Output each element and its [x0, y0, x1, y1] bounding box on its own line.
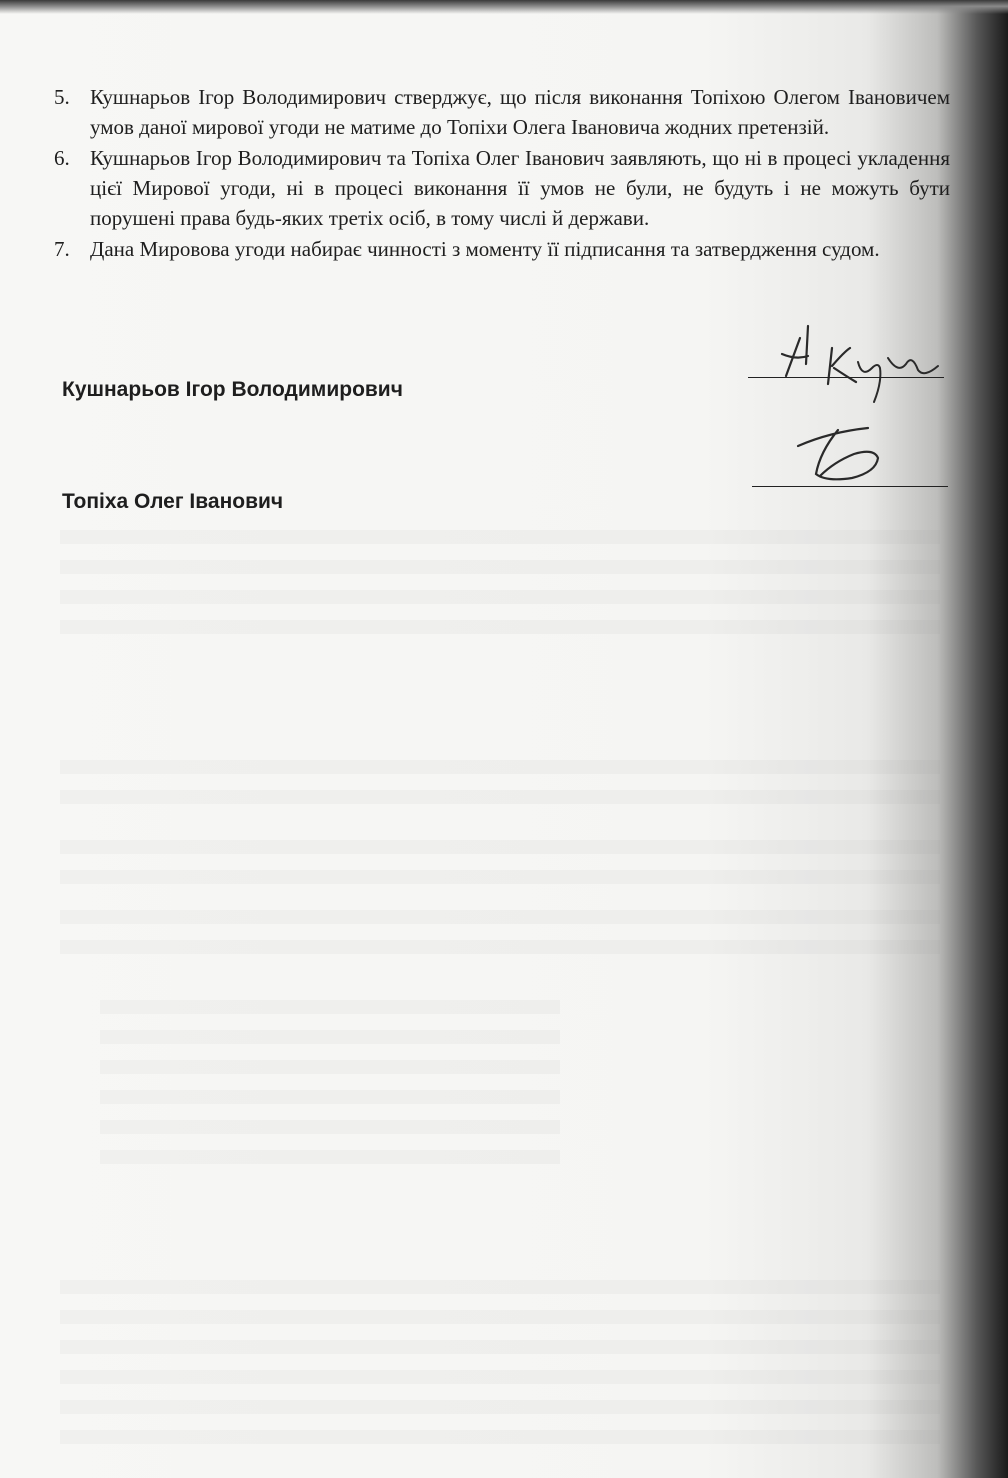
bleed-through-line	[60, 560, 940, 574]
clause-number: 7.	[54, 237, 70, 261]
bleed-through-line	[60, 1280, 940, 1294]
agreement-clauses	[54, 82, 950, 265]
bleed-through-line	[60, 840, 940, 854]
bleed-through-line	[100, 1060, 560, 1074]
bleed-through-line	[100, 1120, 560, 1134]
clause-text: Дана Мировова угоди набирає чинності з моменту її підписання та затвердження судом.	[90, 237, 880, 261]
bleed-through-line	[60, 760, 940, 774]
bleed-through-line	[60, 1310, 940, 1324]
clause-text: Кушнарьов Ігор Володимирович та Топіха Олег Іванович заявляють, що ні в процесі укладення цієї Мирової угоди, ні в процесі виконання її умов не були, не будуть і не можуть бути порушені права будь-яких третіх осіб, в тому числі й держави.	[90, 146, 950, 230]
scan-top-edge	[0, 0, 1008, 14]
bleed-through-line	[100, 1030, 560, 1044]
bleed-through-line	[100, 1150, 560, 1164]
signature-1-image	[748, 318, 948, 408]
bleed-through-line	[60, 590, 940, 604]
bleed-through-line	[60, 530, 940, 544]
clause-number: 6.	[54, 146, 70, 170]
signatory-name-1: Кушнарьов Ігор Володимирович	[62, 378, 403, 401]
bleed-through-line	[60, 1430, 940, 1444]
bleed-through-line	[100, 1090, 560, 1104]
bleed-through-line	[60, 1400, 940, 1414]
clause-7	[54, 234, 950, 264]
signatory-name-2: Топіха Олег Іванович	[62, 490, 284, 513]
clause-text: Кушнарьов Ігор Володимирович стверджує, що після виконання Топіхою Олегом Івановичем умов даної мирової угоди не матиме до Топіхи Олега Івановича жодних претензій.	[90, 85, 950, 139]
bleed-through-line	[60, 870, 940, 884]
bleed-through-line	[60, 790, 940, 804]
signature-line-1	[748, 377, 944, 378]
bleed-through-line	[60, 1370, 940, 1384]
signature-line-2	[752, 486, 948, 487]
signature-2-image	[790, 418, 910, 490]
bleed-through-line	[60, 1340, 940, 1354]
bleed-through-line	[60, 940, 940, 954]
clause-number: 5.	[54, 85, 70, 109]
clause-5	[54, 82, 950, 142]
bleed-through-line	[60, 910, 940, 924]
bleed-through-line	[60, 620, 940, 634]
clause-6	[54, 143, 950, 233]
bleed-through-line	[100, 1000, 560, 1014]
